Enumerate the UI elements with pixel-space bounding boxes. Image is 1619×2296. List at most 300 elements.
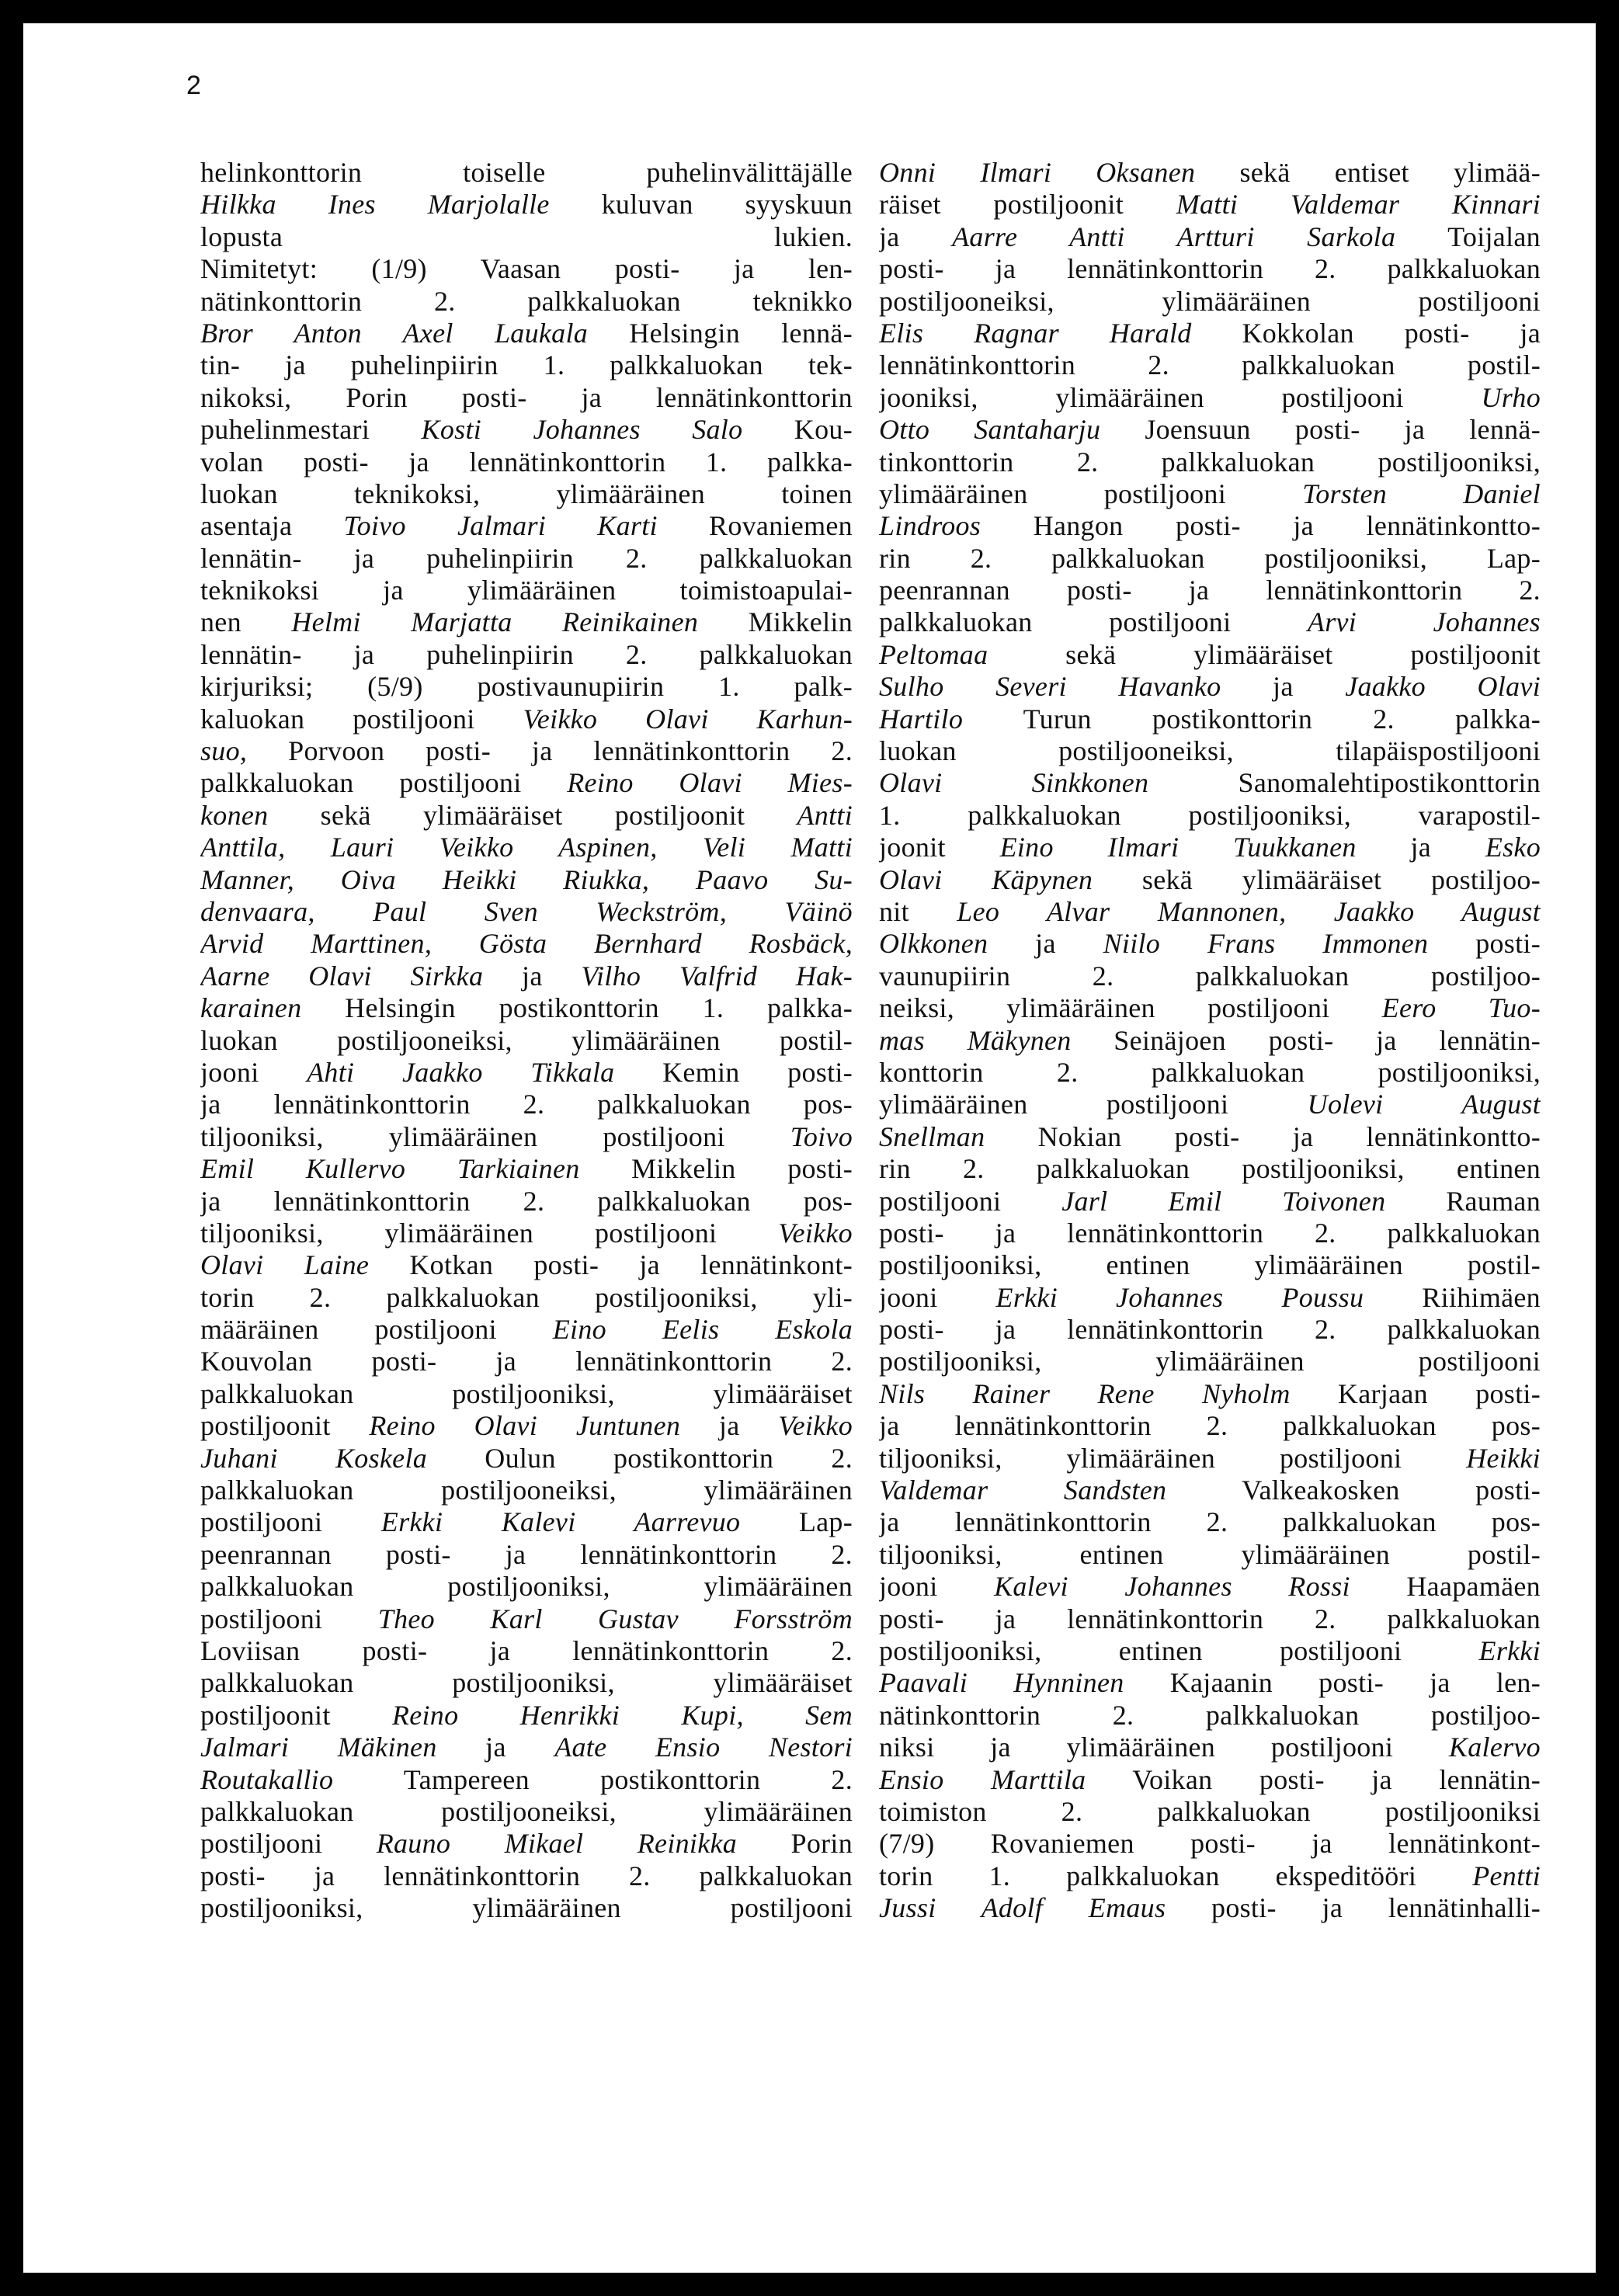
person-name: karainen: [200, 992, 302, 1024]
text-run: (7/9) Rovaniemen posti- ja lennätinkont-: [879, 1828, 1541, 1860]
text-line: [879, 1828, 1541, 1860]
text-line: [200, 1186, 853, 1217]
text-line: [879, 253, 1541, 285]
text-line: [879, 1121, 1541, 1153]
person-name: Esko: [1485, 832, 1541, 863]
text-run: palkkaluokan postiljooniksi, ylimääräinen: [200, 1571, 853, 1603]
person-name: suo,: [200, 735, 248, 767]
text-line: [200, 1153, 853, 1185]
person-name: Jarl Emil Toivonen: [1061, 1185, 1386, 1217]
person-name: mas Mäkynen: [879, 1024, 1072, 1056]
text-line: [879, 864, 1541, 896]
person-name: Kalervo: [1448, 1732, 1541, 1763]
text-run: Oulun postikonttorin 2.: [427, 1442, 853, 1474]
text-line: [879, 1732, 1541, 1763]
text-line: [879, 1539, 1541, 1571]
text-run: ylimääräinen postiljooni: [879, 1089, 1308, 1120]
text-run: kaluokan postiljooni: [200, 703, 523, 735]
text-run: Porvoon posti- ja lennätinkonttorin 2.: [247, 735, 853, 767]
text-run: ja: [483, 960, 582, 992]
person-name: Erkki: [1478, 1634, 1541, 1666]
text-line: [200, 864, 853, 896]
text-line: [879, 1796, 1541, 1828]
text-run: volan posti- ja lennätinkonttorin 1. palkka-: [200, 446, 853, 478]
person-name: Olavi Käpynen: [879, 863, 1093, 895]
text-run: tiljooniksi, ylimääräinen postiljooni: [879, 1442, 1467, 1474]
text-run: toimiston 2. palkkaluokan postiljooniksi: [879, 1795, 1541, 1827]
text-run: Kouvolan posti- ja lennätinkonttorin 2.: [200, 1346, 853, 1377]
person-name: Manner, Oiva Heikki Riukka, Paavo Su-: [200, 863, 853, 895]
person-name: denvaara, Paul Sven Weckström, Väinö: [200, 895, 853, 927]
text-line: [879, 1217, 1541, 1249]
text-line: [200, 1732, 853, 1763]
text-line: [200, 1700, 853, 1732]
text-run: Porin: [737, 1828, 853, 1860]
text-run: tinkonttorin 2. palkkaluokan postiljooniksi,: [879, 446, 1541, 478]
person-name: Antti: [797, 799, 853, 831]
person-name: Aarre Antti Artturi Sarkola: [952, 221, 1396, 252]
text-run: Kajaanin posti- ja len-: [1124, 1667, 1541, 1699]
text-run: ja lennätinkonttorin 2. palkkaluokan pos-: [879, 1410, 1541, 1442]
text-line: [200, 1217, 853, 1249]
person-name: Urho: [1481, 381, 1541, 413]
text-run: Sanomalehtipostikonttorin: [1148, 767, 1541, 799]
text-run: torin 2. palkkaluokan postiljooniksi, yli-: [200, 1281, 853, 1313]
text-run: ja: [680, 1410, 779, 1442]
text-run: posti- ja lennätinkonttorin 2. palkkaluokan: [879, 1603, 1541, 1634]
text-run: Seinäjoen posti- ja lennätin-: [1071, 1024, 1541, 1056]
text-run: ja lennätinkonttorin 2. palkkaluokan pos-: [200, 1185, 853, 1217]
text-run: Helsingin postikonttorin 1. palkka-: [301, 992, 853, 1024]
text-line: [200, 1667, 853, 1699]
text-line: [200, 349, 853, 381]
text-line: [879, 318, 1541, 349]
person-name: Anttila, Lauri Veikko Aspinen, Veli Matti: [200, 832, 853, 863]
text-line: [200, 1121, 853, 1153]
text-run: määräinen postiljooni: [200, 1314, 553, 1346]
text-line: [879, 1089, 1541, 1120]
person-name: Juhani Koskela: [200, 1442, 428, 1474]
text-run: luokan postiljooneiksi, tilapäispostiljooni: [879, 735, 1541, 767]
text-line: [200, 1603, 853, 1635]
text-line: [879, 157, 1541, 189]
person-name: Helmi Marjatta Reinikainen: [291, 606, 699, 638]
person-name: Reino Olavi Juntunen: [369, 1410, 681, 1442]
text-line: [879, 1153, 1541, 1185]
text-run: torin 1. palkkaluokan ekspeditööri: [879, 1860, 1473, 1891]
text-line: [200, 253, 853, 285]
document-page: [23, 23, 1596, 2273]
text-run: konttorin 2. palkkaluokan postiljooniksi,: [879, 1056, 1541, 1088]
text-run: asentaja: [200, 510, 344, 542]
text-line: [879, 286, 1541, 318]
text-line: [200, 992, 853, 1024]
text-run: posti-: [1428, 928, 1541, 960]
text-line: [879, 1571, 1541, 1603]
text-run: Tampereen postikonttorin 2.: [333, 1763, 853, 1795]
text-line: [200, 767, 853, 799]
text-run: jooni: [879, 1281, 996, 1313]
text-run: palkkaluokan postiljooneiksi, ylimääräinen: [200, 1795, 853, 1827]
text-run: Hangon posti- ja lennätinkontto-: [981, 510, 1541, 542]
text-line: [200, 157, 853, 189]
text-run: peenrannan posti- ja lennätinkonttorin 2.: [879, 575, 1541, 606]
text-run: Helsingin lennä-: [588, 317, 853, 349]
person-name: Toivo: [790, 1120, 853, 1152]
person-name: Arvi Johannes: [1307, 606, 1541, 638]
text-run: rin 2. palkkaluokan postiljooniksi, entinen: [879, 1153, 1541, 1185]
text-line: [200, 1828, 853, 1860]
text-line: [200, 1635, 853, 1667]
person-name: Torsten Daniel: [1302, 478, 1541, 509]
text-line: [200, 1346, 853, 1377]
text-run: helinkonttorin toiselle puhelinvälittäjälle: [200, 157, 853, 188]
text-run: palkkaluokan postiljooni: [200, 767, 568, 799]
text-line: [879, 221, 1541, 253]
text-run: postiljoonit: [200, 1699, 392, 1731]
person-name: Matti Valdemar Kinnari: [1176, 189, 1541, 221]
text-run: Toijalan: [1395, 221, 1541, 252]
text-line: [200, 896, 853, 928]
text-run: Lap-: [740, 1506, 853, 1538]
person-name: Paavali Hynninen: [879, 1667, 1124, 1699]
text-line: [879, 1764, 1541, 1796]
text-line: [879, 606, 1541, 638]
person-name: konen: [200, 799, 269, 831]
text-run: ja: [436, 1732, 555, 1763]
person-name: Olavi Sinkkonen: [879, 767, 1149, 799]
text-run: postiljooniksi, entinen postiljooni: [879, 1634, 1479, 1666]
text-run: sekä ylimääräiset postiljoonit: [268, 799, 797, 831]
text-run: peenrannan posti- ja lennätinkonttorin 2.: [200, 1538, 853, 1570]
text-line: [879, 1314, 1541, 1346]
person-name: Emil Kullervo Tarkiainen: [200, 1153, 580, 1185]
text-run: Rauman: [1385, 1185, 1541, 1217]
text-line: [200, 1443, 853, 1475]
text-run: jooni: [200, 1056, 307, 1088]
text-run: ja: [988, 928, 1103, 960]
text-line: [879, 1860, 1541, 1892]
text-run: nätinkonttorin 2. palkkaluokan teknikko: [200, 285, 853, 317]
person-name: Jaakko Olavi: [1345, 671, 1541, 703]
text-run: niksi ja ylimääräinen postiljooni: [879, 1732, 1449, 1763]
text-run: lennätin- ja puhelinpiirin 2. palkkaluokan: [200, 542, 853, 574]
text-run: postiljooni: [200, 1828, 377, 1860]
person-name: Olavi Laine: [200, 1249, 370, 1281]
text-line: [879, 1475, 1541, 1506]
text-run: Rovaniemen: [657, 510, 853, 542]
person-name: Rauno Mikael Reinikka: [376, 1828, 738, 1860]
text-line: [200, 800, 853, 832]
text-line: [200, 510, 853, 542]
person-name: Eino Eelis Eskola: [552, 1314, 853, 1346]
text-run: postiljooniksi, entinen ylimääräinen postil-: [879, 1249, 1541, 1281]
text-run: postiljooneiksi, ylimääräinen postiljooni: [879, 285, 1541, 317]
text-line: [200, 1057, 853, 1089]
text-run: Karjaan posti-: [1290, 1377, 1541, 1409]
text-run: Kemin posti-: [614, 1056, 853, 1088]
text-run: luokan postiljooneiksi, ylimääräinen postil-: [200, 1024, 853, 1056]
text-line: [879, 735, 1541, 767]
text-line: [879, 1057, 1541, 1089]
text-line: [200, 1025, 853, 1057]
text-line: [200, 446, 853, 478]
text-run: posti- ja lennätinkonttorin 2. palkkaluokan: [879, 253, 1541, 285]
text-run: ja: [879, 221, 953, 252]
person-name: Routakallio: [200, 1763, 334, 1795]
text-line: [200, 1089, 853, 1120]
text-run: lennätinkonttorin 2. palkkaluokan postil-: [879, 349, 1541, 381]
text-run: Mikkelin: [698, 606, 853, 638]
text-run: vaunupiirin 2. palkkaluokan postiljoo-: [879, 960, 1541, 992]
text-run: posti- ja lennätinhalli-: [1166, 1892, 1541, 1924]
text-run: tin- ja puhelinpiirin 1. palkkaluokan tek-: [200, 349, 853, 381]
text-line: [879, 1025, 1541, 1057]
text-line: [879, 1410, 1541, 1442]
text-line: [879, 1603, 1541, 1635]
text-line: [879, 1249, 1541, 1281]
text-run: kuluvan syyskuun: [549, 189, 853, 221]
text-run: ja lennätinkonttorin 2. palkkaluokan pos-: [200, 1089, 853, 1120]
text-run: Haapamäen: [1350, 1571, 1541, 1603]
person-name: Arvid Marttinen, Gösta Bernhard Rosbäck,: [200, 928, 853, 960]
text-line: [200, 928, 853, 960]
person-name: Eero Tuo-: [1381, 992, 1541, 1024]
text-line: [879, 1892, 1541, 1924]
text-run: Kokkolan posti- ja: [1191, 317, 1541, 349]
person-name: Bror Anton Axel Laukala: [200, 317, 589, 349]
person-name: Niilo Frans Immonen: [1103, 928, 1429, 960]
text-line: [200, 414, 853, 446]
left-text-column: [200, 157, 853, 1924]
text-line: [200, 1475, 853, 1506]
text-line: [879, 703, 1541, 735]
text-run: Joensuun posti- ja lennä-: [1100, 414, 1541, 446]
text-line: [879, 1378, 1541, 1410]
text-run: jooniksi, ylimääräinen postiljooni: [879, 381, 1482, 413]
person-name: Nils Rainer Rene Nyholm: [879, 1377, 1291, 1409]
text-line: [879, 639, 1541, 671]
text-run: posti- ja lennätinkonttorin 2. palkkaluokan: [200, 1860, 853, 1891]
person-name: Otto Santaharju: [879, 414, 1101, 446]
text-run: Turun postikonttorin 2. palkka-: [963, 703, 1541, 735]
text-run: ja: [1356, 832, 1485, 863]
person-name: Jussi Adolf Emaus: [879, 1892, 1166, 1924]
right-text-column: [879, 157, 1541, 1924]
person-name: Vilho Valfrid Hak-: [581, 960, 853, 992]
text-line: [200, 478, 853, 510]
text-line: [200, 832, 853, 863]
text-run: postiljooniksi, ylimääräinen postiljooni: [200, 1892, 853, 1924]
person-name: Jalmari Mäkinen: [200, 1732, 437, 1763]
text-run: posti- ja lennätinkonttorin 2. palkkaluokan: [879, 1314, 1541, 1346]
text-run: kirjuriksi; (5/9) postivaunupiirin 1. palk-: [200, 671, 853, 703]
text-line: [879, 1635, 1541, 1667]
person-name: Ensio Marttila: [879, 1763, 1086, 1795]
person-name: Hartilo: [879, 703, 964, 735]
text-line: [879, 478, 1541, 510]
text-line: [200, 575, 853, 606]
person-name: Reino Henrikki Kupi, Sem: [391, 1699, 853, 1731]
text-run: Nimitetyt: (1/9) Vaasan posti- ja len-: [200, 253, 853, 285]
text-run: lennätin- ja puhelinpiirin 2. palkkaluokan: [200, 638, 853, 670]
text-line: [200, 1506, 853, 1538]
text-run: sekä entiset ylimää-: [1195, 157, 1541, 188]
text-run: Kou-: [742, 414, 853, 446]
text-run: sekä ylimääräiset postiljoo-: [1093, 863, 1541, 895]
text-run: nätinkonttorin 2. palkkaluokan postiljoo-: [879, 1699, 1541, 1731]
text-run: posti- ja lennätinkonttorin 2. palkkaluokan: [879, 1217, 1541, 1249]
text-line: [879, 992, 1541, 1024]
text-line: [879, 896, 1541, 928]
text-run: palkkaluokan postiljooni: [879, 606, 1308, 638]
text-line: [200, 1892, 853, 1924]
text-run: ja lennätinkonttorin 2. palkkaluokan pos-: [879, 1506, 1541, 1538]
text-run: jooni: [879, 1571, 995, 1603]
text-run: postiljooni: [200, 1603, 378, 1634]
text-run: postiljoonit: [200, 1410, 370, 1442]
text-line: [200, 735, 853, 767]
text-line: [879, 575, 1541, 606]
text-line: [879, 832, 1541, 863]
text-line: [879, 414, 1541, 446]
text-line: [200, 221, 853, 253]
text-line: [200, 1282, 853, 1314]
text-run: Valkeakosken posti-: [1166, 1475, 1541, 1506]
text-line: [879, 349, 1541, 381]
person-name: Hilkka Ines Marjolalle: [200, 189, 550, 221]
text-line: [879, 1700, 1541, 1732]
text-line: [879, 1346, 1541, 1377]
text-run: rin 2. palkkaluokan postiljooniksi, Lap-: [879, 542, 1541, 574]
text-line: [200, 1249, 853, 1281]
person-name: Heikki: [1466, 1442, 1541, 1474]
text-line: [200, 1764, 853, 1796]
text-line: [879, 1506, 1541, 1538]
text-run: joonit: [879, 832, 1000, 863]
text-run: 1. palkkaluokan postiljooniksi, varapostil-: [879, 799, 1541, 831]
person-name: Kalevi Johannes Rossi: [994, 1571, 1350, 1603]
text-line: [879, 928, 1541, 960]
text-line: [879, 382, 1541, 414]
person-name: Veikko: [778, 1410, 853, 1442]
person-name: Olkkonen: [879, 928, 988, 960]
text-run: Kotkan posti- ja lennätinkont-: [369, 1249, 853, 1281]
text-line: [879, 1186, 1541, 1217]
text-run: räiset postiljoonit: [879, 189, 1176, 221]
text-line: [200, 1314, 853, 1346]
text-line: [200, 189, 853, 221]
text-run: Voikan posti- ja lennätin-: [1086, 1763, 1541, 1795]
text-run: tiljooniksi, ylimääräinen postiljooni: [200, 1120, 790, 1152]
text-run: ja: [1221, 671, 1346, 703]
text-run: postiljooniksi, ylimääräinen postiljooni: [879, 1346, 1541, 1377]
person-name: Kosti Johannes Salo: [421, 414, 743, 446]
person-name: Erkki Johannes Poussu: [995, 1281, 1364, 1313]
text-run: tiljooniksi, entinen ylimääräinen postil-: [879, 1538, 1541, 1570]
person-name: Veikko: [778, 1217, 853, 1249]
text-run: neiksi, ylimääräinen postiljooni: [879, 992, 1382, 1024]
text-line: [200, 1571, 853, 1603]
text-run: palkkaluokan postiljooniksi, ylimääräiset: [200, 1377, 853, 1409]
text-line: [200, 671, 853, 703]
text-run: Loviisan posti- ja lennätinkonttorin 2.: [200, 1634, 853, 1666]
text-line: [879, 1282, 1541, 1314]
person-name: Reino Olavi Mies-: [567, 767, 853, 799]
text-run: sekä ylimääräiset postiljoonit: [988, 638, 1541, 670]
person-name: Theo Karl Gustav Forsström: [377, 1603, 853, 1634]
person-name: Peltomaa: [879, 638, 988, 670]
person-name: Toivo Jalmari Karti: [343, 510, 658, 542]
text-line: [879, 1667, 1541, 1699]
text-line: [200, 1378, 853, 1410]
person-name: Snellman: [879, 1120, 985, 1152]
text-line: [200, 606, 853, 638]
text-line: [200, 543, 853, 575]
person-name: Veikko Olavi Karhun-: [523, 703, 853, 735]
person-name: Onni Ilmari Oksanen: [879, 157, 1196, 188]
text-run: Riihimäen: [1364, 1281, 1541, 1313]
text-run: palkkaluokan postiljooneiksi, ylimääräinen: [200, 1475, 853, 1506]
text-run: Nokian posti- ja lennätinkontto-: [985, 1120, 1541, 1152]
text-run: palkkaluokan postiljooniksi, ylimääräiset: [200, 1667, 853, 1699]
text-line: [200, 318, 853, 349]
text-run: teknikoksi ja ylimääräinen toimistoapulai-: [200, 575, 853, 606]
text-run: nit: [879, 895, 957, 927]
text-line: [879, 1443, 1541, 1475]
person-name: Lindroos: [879, 510, 981, 542]
person-name: Elis Ragnar Harald: [879, 317, 1192, 349]
person-name: Ahti Jaakko Tikkala: [307, 1056, 615, 1088]
person-name: Uolevi August: [1307, 1089, 1541, 1120]
text-line: [200, 1860, 853, 1892]
text-run: lopusta lukien.: [200, 221, 853, 252]
text-run: tiljooniksi, ylimääräinen postiljooni: [200, 1217, 779, 1249]
person-name: Pentti: [1472, 1860, 1541, 1891]
text-run: postiljooni: [879, 1185, 1062, 1217]
text-line: [200, 1410, 853, 1442]
text-line: [200, 286, 853, 318]
text-run: puhelinmestari: [200, 414, 422, 446]
person-name: Valdemar Sandsten: [879, 1475, 1167, 1506]
text-line: [200, 703, 853, 735]
person-name: Eino Ilmari Tuukkanen: [999, 832, 1357, 863]
text-line: [879, 800, 1541, 832]
text-run: nen: [200, 606, 292, 638]
text-line: [879, 446, 1541, 478]
text-run: nikoksi, Porin posti- ja lennätinkonttorin: [200, 381, 853, 413]
text-line: [879, 543, 1541, 575]
text-line: [879, 767, 1541, 799]
person-name: Aate Ensio Nestori: [554, 1732, 853, 1763]
person-name: Leo Alvar Mannonen, Jaakko August: [957, 895, 1541, 927]
text-line: [200, 1539, 853, 1571]
text-line: [200, 960, 853, 992]
text-line: [879, 960, 1541, 992]
text-line: [200, 639, 853, 671]
text-line: [879, 510, 1541, 542]
person-name: Sulho Severi Havanko: [879, 671, 1221, 703]
text-run: ylimääräinen postiljooni: [879, 478, 1303, 509]
text-line: [200, 1796, 853, 1828]
text-run: luokan teknikoksi, ylimääräinen toinen: [200, 478, 853, 509]
person-name: Erkki Kalevi Aarrevuo: [380, 1506, 741, 1538]
person-name: Aarne Olavi Sirkka: [200, 960, 484, 992]
text-run: postiljooni: [200, 1506, 381, 1538]
text-line: [879, 671, 1541, 703]
text-run: Mikkelin posti-: [579, 1153, 853, 1185]
text-line: [879, 189, 1541, 221]
